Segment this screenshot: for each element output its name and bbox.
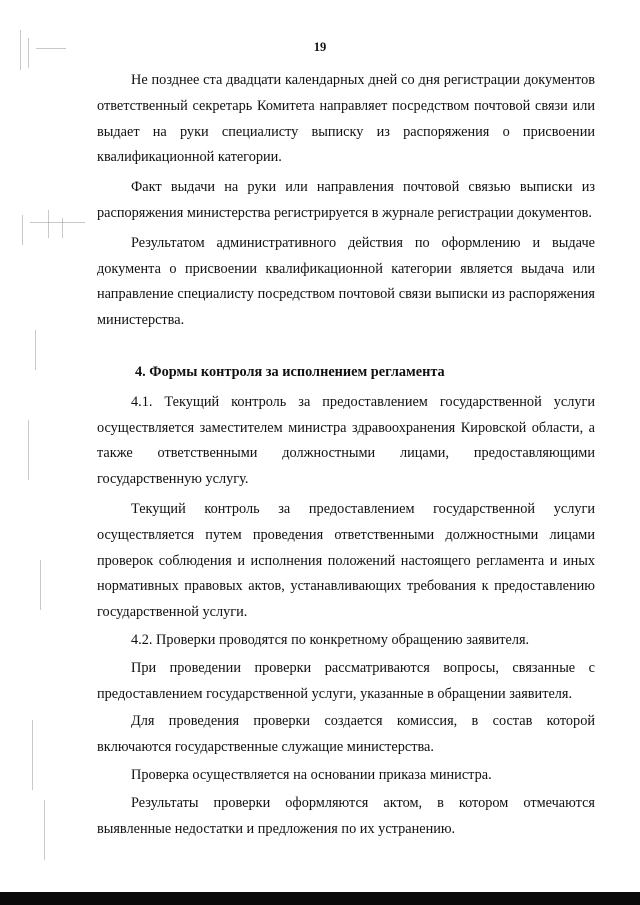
paragraph: Не позднее ста двадцати календарных дней со дня регистрации документов ответственный секретарь Комитета направляет посредством почтовой связи или выдает на руки специалисту выписку из распоряжения о присвоении квалификационной категории. xyxy=(97,72,595,166)
page-number: 19 xyxy=(313,40,327,54)
paragraph: 4.1. Текущий контроль за предоставлением государственной услуги осуществляется заместителем министра здравоохранения Кировской области, а также ответственными должностными лицами, предоставляющими государственную услугу. xyxy=(97,393,595,488)
scan-artifact xyxy=(62,218,63,238)
scan-artifact xyxy=(28,420,29,480)
paragraph: Проверка осуществляется на основании приказа министра. xyxy=(131,766,492,783)
paragraph: Для проведения проверки создается комиссия, в состав которой включаются государственные служащие министерства. xyxy=(97,713,595,756)
scan-artifact xyxy=(22,215,23,245)
paragraph: При проведении проверки рассматриваются вопросы, связанные с предоставлением государственной услуги, указанные в обращении заявителя. xyxy=(97,659,595,702)
scan-artifact xyxy=(44,800,45,860)
scan-artifact xyxy=(48,210,49,238)
paragraph: Факт выдачи на руки или направления почтовой связью выписки из распоряжения министерства регистрируется в журнале регистрации документов. xyxy=(97,179,595,221)
paragraph: Текущий контроль за предоставлением государственной услуги осуществляется путем проведения ответственными должностными лицами проверок соблюдения и исполнения положений настоящего регламента и иных нормативных правовых актов, устанавливающих требования к предоставлению государственной услуги. xyxy=(97,500,595,621)
scan-artifact xyxy=(32,720,33,790)
scan-bottom-edge xyxy=(0,892,640,905)
paragraph: Результатом административного действия по оформлению и выдаче документа о присвоении квалификационной категории является выдача или направление специалисту посредством почтовой связи выписки из распоряжения министерства. xyxy=(97,234,595,329)
paragraph: Результаты проверки оформляются актом, в котором отмечаются выявленные недостатки и предложения по их устранению. xyxy=(97,794,595,837)
scan-artifact xyxy=(30,222,85,223)
paragraph: 4.2. Проверки проводятся по конкретному обращению заявителя. xyxy=(131,631,530,648)
document-body xyxy=(97,68,595,842)
scan-artifact xyxy=(40,560,41,610)
section-heading: 4. Формы контроля за исполнением регламента xyxy=(135,363,445,380)
scan-artifact xyxy=(35,330,36,370)
